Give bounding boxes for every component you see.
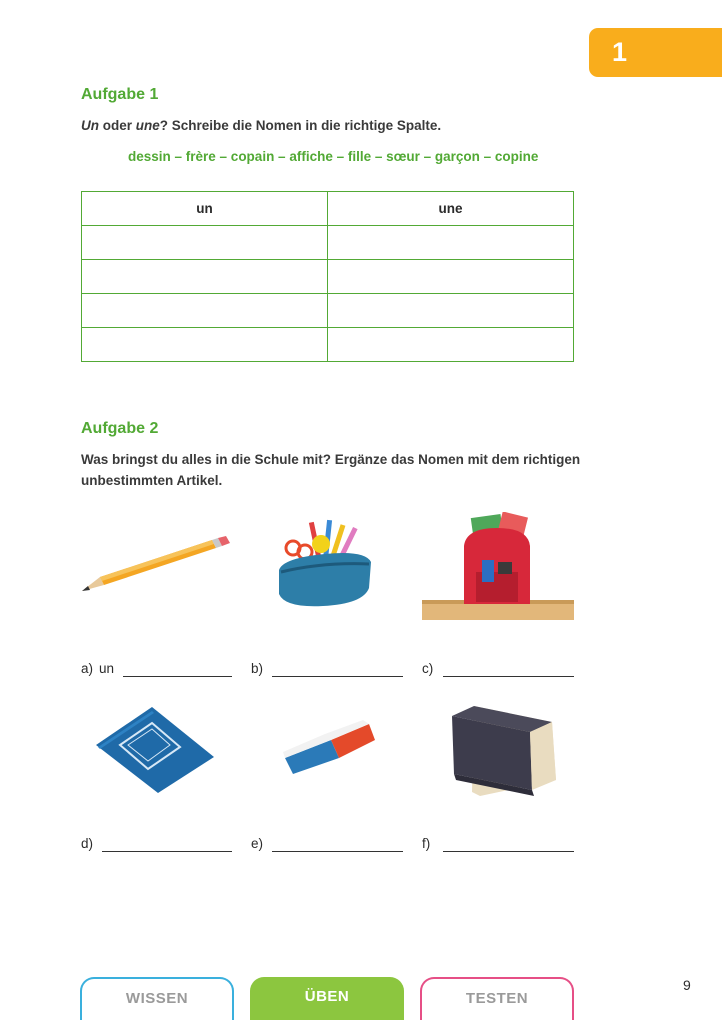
word-list: dessin – frère – copain – affiche – fille – sœur – garçon – copine [128,149,539,164]
backpack-image [422,512,574,620]
answer-d-label: d) [81,836,94,851]
task2-instruction-line2: unbestimmten Artikel. [81,473,223,488]
cell-un[interactable] [82,294,328,328]
answer-e [251,836,263,851]
answer-b [251,661,263,676]
answer-f [422,836,430,851]
answer-e-label: e) [251,836,264,851]
header-une: une [328,192,574,226]
cell-une[interactable] [328,328,574,362]
answer-d-line[interactable] [102,851,232,852]
answer-a-label: a) [81,661,94,676]
instr-oder: oder [99,118,136,133]
answer-c [422,661,433,676]
pencil-case-image [273,518,377,610]
ueben-button[interactable]: ÜBEN [250,977,404,1020]
eraser-image [283,718,377,776]
cell-un[interactable] [82,260,328,294]
header-un: un [82,192,328,226]
answer-f-line[interactable] [443,851,574,852]
answer-b-label: b) [251,661,264,676]
answer-a [81,661,114,676]
chapter-tab: 1 [589,28,722,77]
table-row [82,294,574,328]
wissen-button[interactable]: WISSEN [80,977,234,1020]
testen-button[interactable]: TESTEN [420,977,574,1020]
answer-e-line[interactable] [272,851,403,852]
cell-une[interactable] [328,226,574,260]
cell-un[interactable] [82,328,328,362]
table-header-row [82,192,574,226]
instr-italic-une: une [135,118,160,133]
page-number: 9 [683,977,691,993]
table-row [82,328,574,362]
answer-a-prefix: un [99,661,115,676]
answer-a-line[interactable] [123,676,232,677]
book-image [444,702,558,800]
task1-title: Aufgabe 1 [81,86,159,103]
instr-rest: ? Schreibe die Nomen in die richtige Spalte. [159,118,442,133]
task2-title: Aufgabe 2 [81,420,159,437]
task1-instruction [81,115,441,136]
cell-une[interactable] [328,260,574,294]
pencil-image [80,525,232,605]
cell-une[interactable] [328,294,574,328]
cell-un[interactable] [82,226,328,260]
answer-f-label: f) [422,836,431,851]
table-row [82,226,574,260]
answer-d [81,836,93,851]
answer-b-line[interactable] [272,676,403,677]
table-row [82,260,574,294]
task2-instruction-line1: Was bringst du alles in die Schule mit? Ergänze das Nomen mit dem richtigen [81,452,581,467]
answer-c-line[interactable] [443,676,574,677]
notebook-image [94,705,216,795]
task2-instruction [81,449,580,491]
un-une-table [81,191,574,362]
instr-italic-un: Un [81,118,99,133]
answer-c-label: c) [422,661,434,676]
